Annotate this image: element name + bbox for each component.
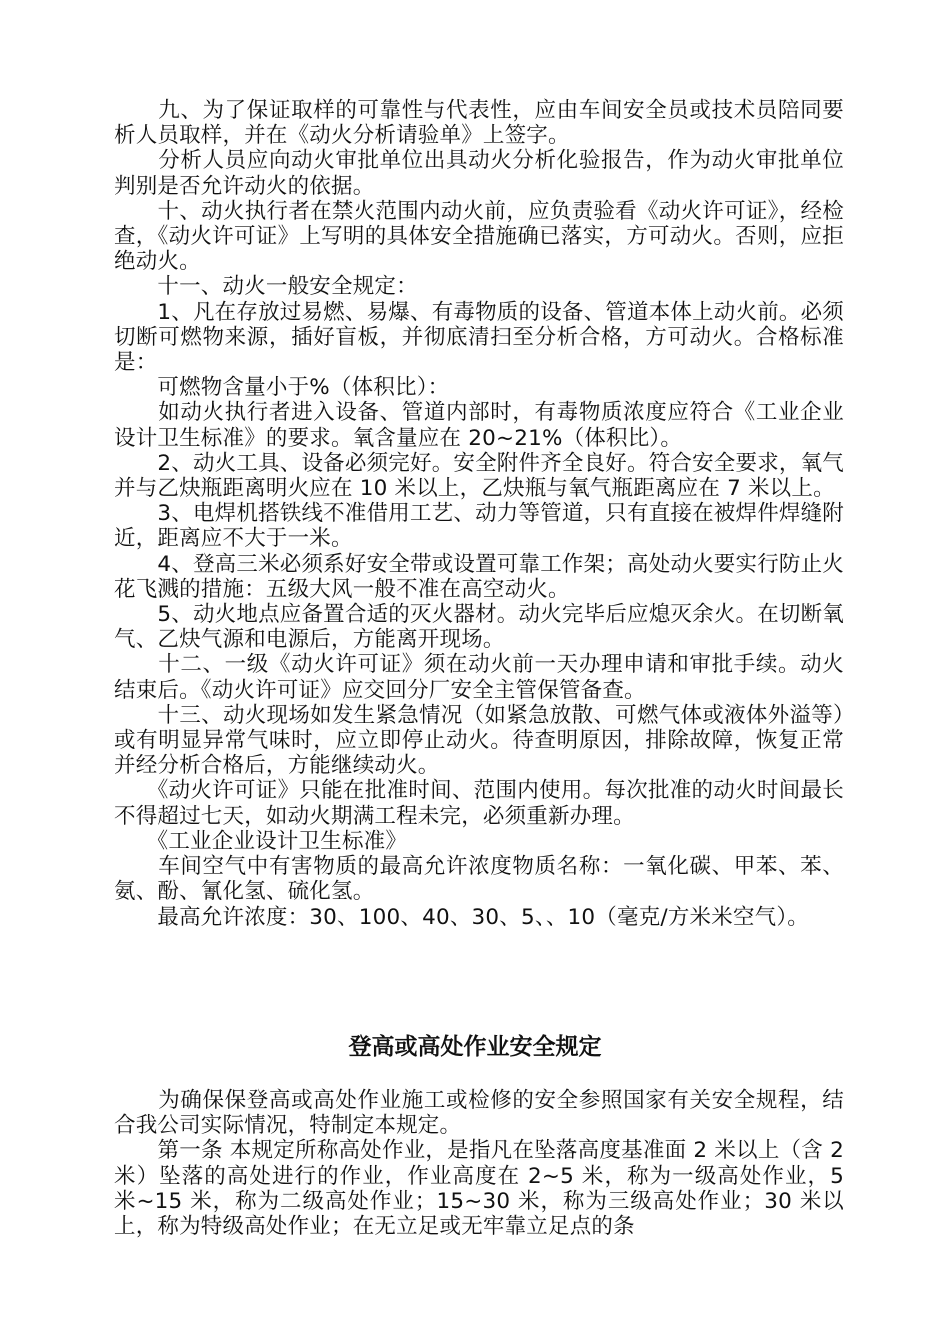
paragraph-combustible-content: 可燃物含量小于%（体积比）： <box>114 375 450 401</box>
document-body-section-2 <box>114 1088 852 1240</box>
paragraph-item-9: 九、为了保证取样的可靠性与代表性，应由车间安全员或技术员陪同要析人员取样，并在《动火分析请验单》上签字。 <box>114 98 844 149</box>
paragraph-item-11-heading: 十一、动火一般安全规定： <box>114 274 418 300</box>
paragraph-max-concentration: 最高允许浓度：30、100、40、30、5、、10（毫克/方米米空气）。 <box>114 904 809 930</box>
paragraph-item-12: 十二、一级《动火许可证》须在动火前一天办理申请和审批手续。动火结束后。《动火许可证》应交回分厂安全主管保管备查。 <box>114 652 844 703</box>
paragraph-analysis-report: 分析人员应向动火审批单位出具动火分析化验报告，作为动火审批单位判别是否允许动火的依据。 <box>114 148 844 199</box>
paragraph-item-10: 十、动火执行者在禁火范围内动火前，应负责验看《动火许可证》，经检查，《动火许可证》上写明的具体安全措施确已落实，方可动火。否则，应拒绝动火。 <box>114 198 844 275</box>
paragraph-rule-2: 2、动火工具、设备必须完好。安全附件齐全良好。符合安全要求，氧气并与乙炔瓶距离明火应在 10 米以上，乙炔瓶与氧气瓶距离应在 7 米以上。 <box>114 450 844 502</box>
paragraph-rule-1: 1、凡在存放过易燃、易爆、有毒物质的设备、管道本体上动火前。必须切断可燃物来源，插好盲板，并彻底清扫至分析合格，方可动火。合格标准是： <box>114 299 844 376</box>
paragraph-rule-5: 5、动火地点应备置合适的灭火器材。动火完毕后应熄灭余火。在切断氧气、乙炔气源和电源后，方能离开现场。 <box>114 602 844 653</box>
section-title: 登高或高处作业安全规定 <box>348 1034 602 1060</box>
document-body-section-1 <box>114 98 844 930</box>
paragraph-item-13: 十三、动火现场如发生紧急情况（如紧急放散、可燃气体或液体外溢等）或有明显异常气味时，应立即停止动火。待查明原因，排除故障，恢复正常并经分析合格后，方能继续动火。 <box>114 702 844 779</box>
paragraph-permit-validity: 《动火许可证》只能在批准时间、范围内使用。每次批准的动火时间最长不得超过七天，如动火期满工程未完，必须重新办理。 <box>114 778 844 829</box>
paragraph-standard-title: 《工业企业设计卫生标准》 <box>114 828 408 854</box>
paragraph-toxic-concentration: 如动火执行者进入设备、管道内部时，有毒物质浓度应符合《工业企业设计卫生标准》的要求。氧含量应在 20~21%（体积比）。 <box>114 400 844 451</box>
paragraph-rule-4: 4、登高三米必须系好安全带或设置可靠工作架；高处动火要实行防止火花飞溅的措施：五级大风一般不准在高空动火。 <box>114 551 844 602</box>
paragraph-harmful-substances: 车间空气中有害物质的最高允许浓度物质名称：一氧化碳、甲苯、苯、氨、酚、氰化氢、硫化氢。 <box>114 854 844 905</box>
paragraph-article-1: 第一条 本规定所称高处作业，是指凡在坠落高度基准面 2 米以上（含 2 米）坠落的高处进行的作业，作业高度在 2~5 米，称为一级高处作业，5 米~15 米，称为二级高处作业；15~30 米，称为三级高处作业；30 米以上，称为特级高处作业；在无立足或无牢靠立足点的条 <box>114 1138 852 1240</box>
paragraph-rule-3: 3、电焊机搭铁线不准借用工艺、动力等管道，只有直接在被焊件焊缝附近，距离应不大于一米。 <box>114 501 844 552</box>
paragraph-intro: 为确保保登高或高处作业施工或检修的安全参照国家有关安全规程，结合我公司实际情况，特制定本规定。 <box>114 1088 844 1139</box>
